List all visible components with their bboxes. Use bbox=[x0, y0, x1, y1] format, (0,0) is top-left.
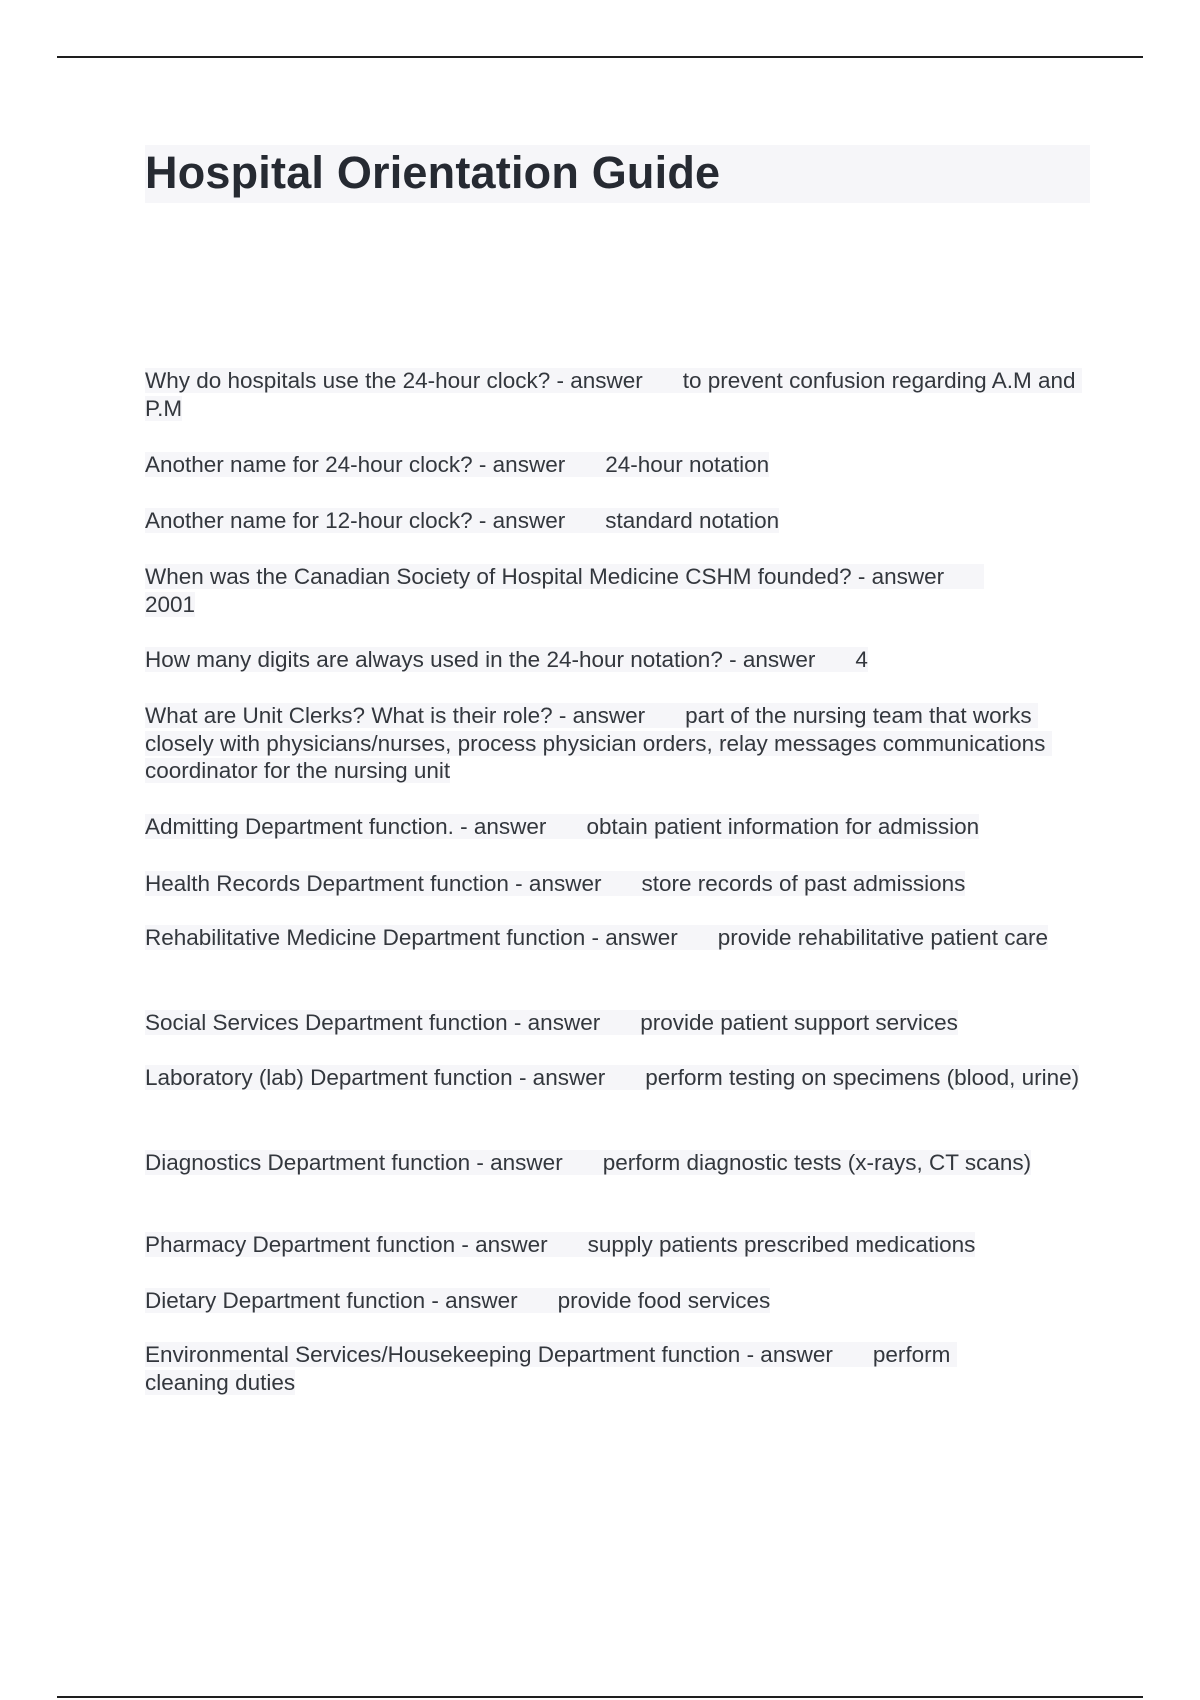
answer-text: provide food services bbox=[557, 1288, 771, 1313]
qa-item bbox=[145, 924, 1085, 952]
question-text: What are Unit Clerks? What is their role? - answer bbox=[145, 703, 646, 728]
qa-item bbox=[145, 870, 965, 898]
question-text: Laboratory (lab) Department function - answer bbox=[145, 1065, 606, 1090]
qa-item bbox=[145, 1231, 975, 1259]
qa-item bbox=[145, 646, 868, 674]
qa-item bbox=[145, 507, 779, 535]
qa-item bbox=[145, 813, 979, 841]
question-text: Pharmacy Department function - answer bbox=[145, 1232, 548, 1257]
question-text: When was the Canadian Society of Hospital Medicine CSHM founded? - answer bbox=[145, 564, 945, 589]
question-text: How many digits are always used in the 24-hour notation? - answer bbox=[145, 647, 816, 672]
qa-item bbox=[145, 367, 1095, 422]
answer-text: to prevent confusion regarding A.M and P.M bbox=[145, 368, 1082, 421]
question-text: Rehabilitative Medicine Department function - answer bbox=[145, 925, 678, 950]
qa-item bbox=[145, 1287, 770, 1315]
qa-item bbox=[145, 1149, 1045, 1177]
qa-item bbox=[145, 1064, 1095, 1092]
answer-text: perform testing on specimens (blood, urine) bbox=[645, 1065, 1080, 1090]
answer-text: provide patient support services bbox=[640, 1010, 958, 1035]
answer-text: part of the nursing team that works closely with physicians/nurses, process physician orders, relay messages communications coordinator for the nursing unit bbox=[145, 703, 1052, 783]
question-text: Admitting Department function. - answer bbox=[145, 814, 547, 839]
answer-text: standard notation bbox=[605, 508, 780, 533]
top-rule bbox=[57, 56, 1143, 58]
question-text: Another name for 24-hour clock? - answer bbox=[145, 452, 566, 477]
answer-text: provide rehabilitative patient care bbox=[717, 925, 1048, 950]
bottom-rule bbox=[57, 1696, 1143, 1698]
question-text: Dietary Department function - answer bbox=[145, 1288, 518, 1313]
qa-item bbox=[145, 563, 1025, 618]
question-text: Why do hospitals use the 24-hour clock? - answer bbox=[145, 368, 643, 393]
question-text: Social Services Department function - answer bbox=[145, 1010, 601, 1035]
answer-text: obtain patient information for admission bbox=[586, 814, 980, 839]
answer-text: supply patients prescribed medications bbox=[587, 1232, 976, 1257]
question-text: Another name for 12-hour clock? - answer bbox=[145, 508, 566, 533]
qa-item bbox=[145, 1009, 958, 1037]
page-title: Hospital Orientation Guide bbox=[145, 147, 721, 198]
question-text: Health Records Department function - answer bbox=[145, 871, 602, 896]
qa-item bbox=[145, 1341, 1035, 1396]
answer-text: perform cleaning duties bbox=[145, 1342, 957, 1395]
question-text: Diagnostics Department function - answer bbox=[145, 1150, 563, 1175]
answer-text: perform diagnostic tests (x-rays, CT scans) bbox=[602, 1150, 1032, 1175]
answer-text: 4 bbox=[855, 647, 868, 672]
qa-item bbox=[145, 451, 769, 479]
question-text: Environmental Services/Housekeeping Department function - answer bbox=[145, 1342, 833, 1367]
answer-text: 2001 bbox=[145, 591, 196, 617]
answer-text: 24-hour notation bbox=[605, 452, 770, 477]
answer-text: store records of past admissions bbox=[641, 871, 966, 896]
qa-item bbox=[145, 702, 1065, 785]
